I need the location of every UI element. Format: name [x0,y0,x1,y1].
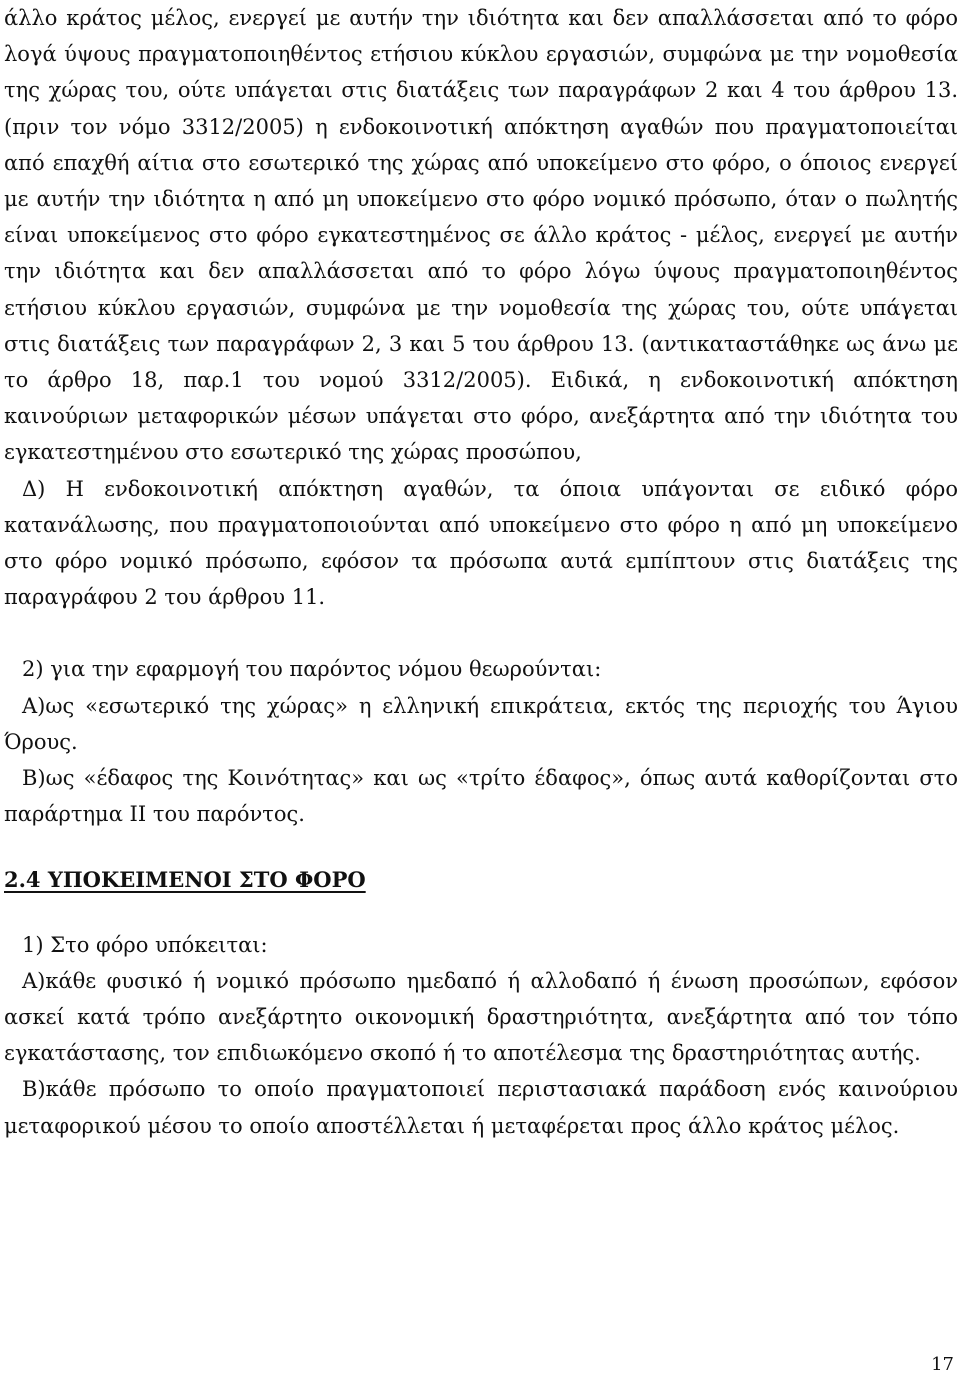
paragraph-occasional-supplier: Β)κάθε πρόσωπο το οποίο πραγματοποιεί περιστασιακά παράδοση ενός καινούριου μεταφορικού μέσου το οποίο αποστέλλεται ή μεταφέρεται προς άλλο κράτος μέλος. [4,1077,958,1138]
paragraph-definition-domestic: Α)ως «εσωτερικό της χώρας» η ελληνική επικράτεια, εκτός της περιοχής του Άγιου Όρους. [4,693,958,754]
paragraph-definition-community: Β)ως «έδαφος της Κοινότητας» και ως «τρίτο έδαφος», όπως αυτά καθορίζονται στο παράρτημα ΙΙ του παρόντος. [4,766,958,827]
paragraph-taxable-person: Α)κάθε φυσικό ή νομικό πρόσωπο ημεδαπό ή αλλοδαπό ή ένωση προσώπων, εφόσον ασκεί κατά τρόπο ανεξάρτητο οικονομική δραστηριότητα, ανεξάρτητα από τον τόπο εγκατάστασης, τον επιδιωκόμενο σκοπό ή το αποτέλεσμα της δραστηριότητας αυτής. [4,968,958,1066]
page-number: 17 [931,1354,954,1375]
section-heading: 2.4 ΥΠΟΚΕΙΜΕΝΟΙ ΣΤΟ ΦΟΡΟ [4,867,366,893]
paragraph-intra-community-acquisition: άλλο κράτος μέλος, ενεργεί με αυτήν την ιδιότητα και δεν απαλλάσσεται από το φόρο λογά ύψους πραγματοποιηθέντος ετήσιου κύκλου εργασιών, συμφώνα με την νομοθεσία της χώρας του, ούτε υπάγεται στις διατάξεις των παραγράφων 2 και 4 του άρθρου 13. (πριν τον νόμο 3312/2005) η ενδοκοινοτική απόκτηση αγαθών που πραγματοποιείται από επαχθή αίτια στο εσωτερικό της χώρας από υποκείμενο στο φόρο, ο όποιος ενεργεί με αυτήν την ιδιότητα η από μη υποκείμενο στο φόρο νομικό πρόσωπο, όταν ο πωλητής είναι υποκείμενος στο φόρο εγκατεστημένος σε άλλο κράτος - μέλος, ενεργεί με αυτήν την ιδιότητα και δεν απαλλάσσεται από το φόρο λόγω ύψους πραγματοποιηθέντος ετήσιου κύκλου εργασιών, συμφώνα με την νομοθεσία της χώρας του, ούτε υπάγεται στις διατάξεις των παραγράφων 2, 3 και 5 του άρθρου 13. (αντικαταστάθηκε ως άνω με το άρθρο 18, παρ.1 του νομού 3312/2005). Ειδικά, η ενδοκοινοτική απόκτηση καινούριων μεταφορικών μέσων υπάγεται στο φόρο, ανεξάρτητα από την ιδιότητα του εγκατεστημένου στο εσωτερικό της χώρας προσώπου, [4,6,958,465]
paragraph-definitions-intro: 2) για την εφαρμογή του παρόντος νόμου θεωρούνται: [22,657,602,682]
paragraph-excise-goods: Δ) Η ενδοκοινοτική απόκτηση αγαθών, τα όποια υπάγονται σε ειδικό φόρο κατανάλωσης, που πραγματοποιούνται από υποκείμενο στο φόρο η από μη υποκείμενο στο φόρο νομικό πρόσωπο, εφόσον τα πρόσωπα αυτά εμπίπτουν στις διατάξεις της παραγράφου 2 του άρθρου 11. [4,476,958,610]
document-page [4,0,958,1144]
paragraph-taxable-intro: 1) Στο φόρο υπόκειται: [22,932,268,957]
